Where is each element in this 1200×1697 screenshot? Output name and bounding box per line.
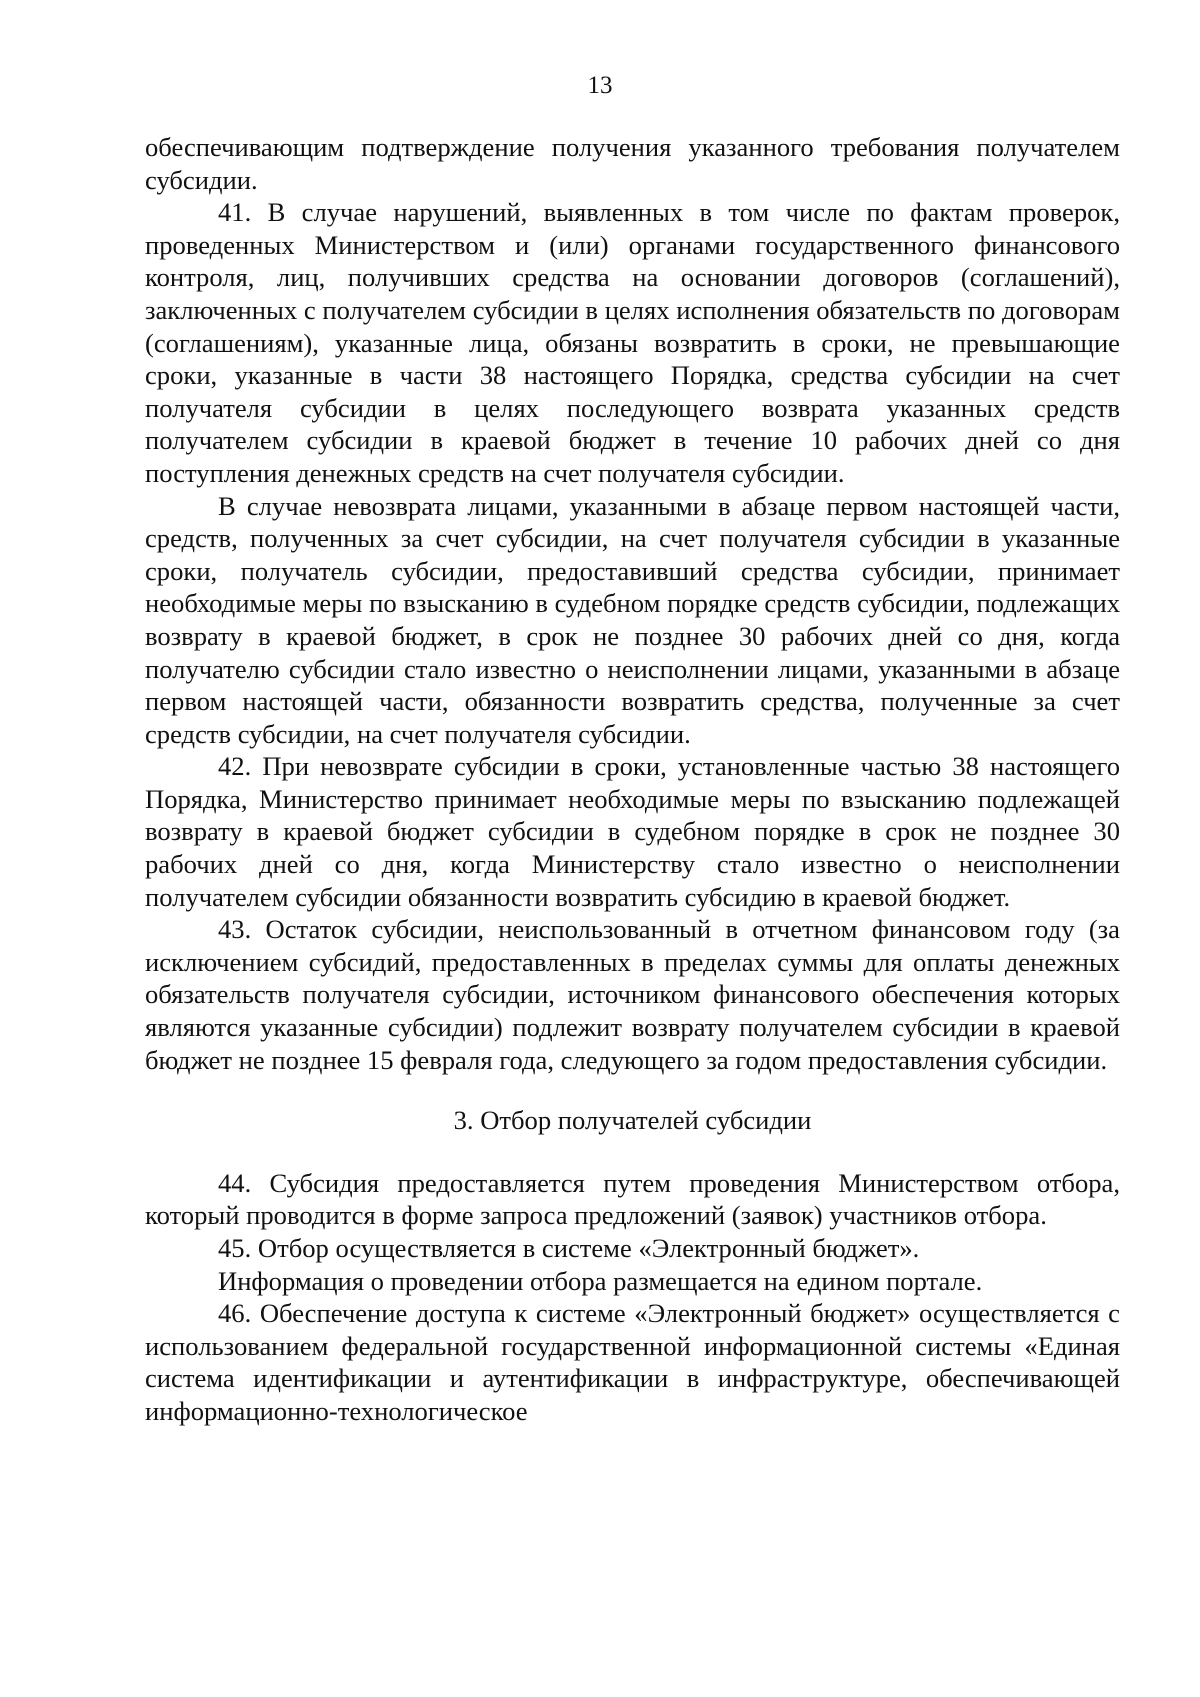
paragraph-43: 43. Остаток субсидии, неиспользованный в отчетном финансовом году (за исключением субсидий, предоставленных в пределах суммы для оплаты денежных обязательств получателя субсидии, источником финансового обеспечения которых являются указанные субсидии) подлежит возврату получателем субсидии в краевой бюджет не позднее 15 февраля года, следующего за годом предоставления субсидии. bbox=[145, 914, 1120, 1075]
paragraph-41: 41. В случае нарушений, выявленных в том числе по фактам проверок, проведенных Министерством и (или) органами государственного финансового контроля, лиц, получивших средства на основании договоров (соглашений), заключенных с получателем субсидии в целях исполнения обязательств по договорам (соглашениям), указанные лица, обязаны возвратить в сроки, не превышающие сроки, указанные в части 38 настоящего Порядка, средства субсидии на счет получателя субсидии в целях последующего возврата указанных средств получателем субсидии в краевой бюджет в течение 10 рабочих дней со дня поступления денежных средств на счет получателя субсидии. bbox=[145, 197, 1120, 488]
paragraph-45: 45. Отбор осуществляется в системе «Электронный бюджет». bbox=[218, 1233, 920, 1263]
paragraph-46: 46. Обеспечение доступа к системе «Электронный бюджет» осуществляется с использованием федеральной государственной информационной системы «Единая система идентификации и аутентификации в инфраструктуре, обеспечивающей информационно-технологическое bbox=[145, 1298, 1120, 1426]
section-heading: 3. Отбор получателей субсидии bbox=[453, 1105, 812, 1136]
paragraph-44: 44. Субсидия предоставляется путем проведения Министерством отбора, который проводится в форме запроса предложений (заявок) участников отбора. bbox=[145, 1167, 1120, 1231]
page-number: 13 bbox=[587, 72, 613, 99]
paragraph-45-second: Информация о проведении отбора размещается на едином портале. bbox=[218, 1265, 983, 1296]
paragraph-41-second: В случае невозврата лицами, указанными в абзаце первом настоящей части, средств, полученных за счет субсидии, на счет получателя субсидии в указанные сроки, получатель субсидии, предоставивший средства субсидии, принимает необходимые меры по взысканию в судебном порядке средств субсидии, подлежащих возврату в краевой бюджет, в срок не позднее 30 рабочих дней со дня, когда получателю субсидии стало известно о неисполнении лицами, указанными в абзаце первом настоящей части, обязанности возвратить средства, полученные за счет средств субсидии, на счет получателя субсидии. bbox=[145, 490, 1120, 749]
document-body bbox=[145, 131, 1120, 1428]
paragraph-42: 42. При невозврате субсидии в сроки, установленные частью 38 настоящего Порядка, Министерство принимает необходимые меры по взысканию подлежащей возврату в краевой бюджет субсидии в судебном порядке в срок не позднее 30 рабочих дней со дня, когда Министерству стало известно о неисполнении получателем субсидии обязанности возвратить субсидию в краевой бюджет. bbox=[145, 751, 1120, 912]
paragraph-continuation: обеспечивающим подтверждение получения указанного требования получателем субсидии. bbox=[145, 132, 1120, 195]
